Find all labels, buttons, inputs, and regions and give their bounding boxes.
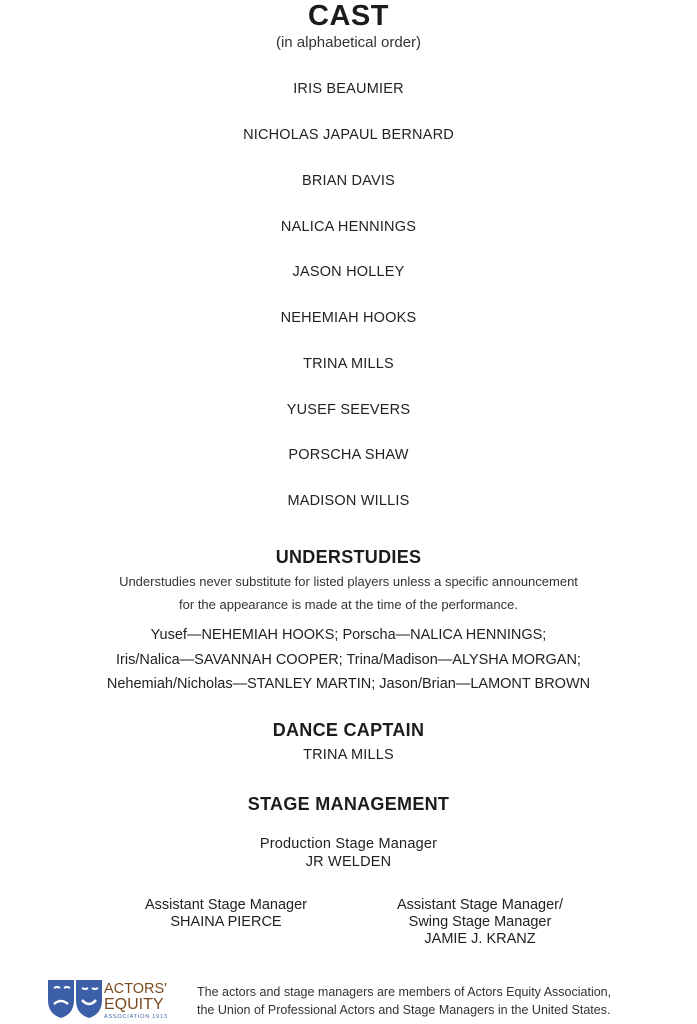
svg-text:ASSOCIATION 1913: ASSOCIATION 1913 (104, 1014, 168, 1020)
asm2-role-line2: Swing Stage Manager (408, 914, 552, 930)
mask-right-icon (76, 980, 102, 1018)
cast-member: PORSCHA SHAW (288, 447, 409, 463)
cast-member: NEHEMIAH HOOKS (280, 310, 417, 326)
footer-text-line2: the Union of Professional Actors and Stage Managers in the United States. (197, 1003, 611, 1017)
understudies-heading: UNDERSTUDIES (275, 547, 422, 567)
cast-subtitle: (in alphabetical order) (275, 34, 422, 51)
stage-management-heading: STAGE MANAGEMENT (247, 794, 450, 814)
dance-captain-name: TRINA MILLS (303, 747, 394, 763)
cast-member: YUSEF SEEVERS (286, 402, 411, 418)
understudy-line: Nehemiah/Nicholas—STANLEY MARTIN; Jason/Brian—LAMONT BROWN (106, 676, 591, 692)
footer-text (197, 983, 611, 1019)
cast-member: NALICA HENNINGS (280, 219, 417, 235)
understudy-line: Yusef—NEHEMIAH HOOKS; Porscha—NALICA HENNINGS; (150, 627, 547, 643)
cast-member: BRIAN DAVIS (302, 173, 395, 189)
dance-captain-heading: DANCE CAPTAIN (272, 720, 425, 740)
asm2-role-line1: Assistant Stage Manager/ (396, 897, 564, 913)
footer-text-line1: The actors and stage managers are members of Actors Equity Association, (197, 985, 612, 999)
psm-role: Production Stage Manager (259, 836, 438, 852)
asm1-role: Assistant Stage Manager (144, 897, 307, 913)
cast-member: TRINA MILLS (303, 356, 394, 372)
cast-heading: CAST (308, 0, 389, 32)
mask-left-icon (48, 980, 74, 1018)
asm1-block (116, 897, 336, 931)
asm1-name: SHAINA PIERCE (170, 914, 282, 930)
asm2-block (370, 897, 590, 948)
cast-member: JASON HOLLEY (292, 264, 405, 280)
cast-member: IRIS BEAUMIER (293, 81, 404, 97)
asm2-name: JAMIE J. KRANZ (424, 931, 536, 947)
svg-text:EQUITY: EQUITY (104, 996, 164, 1013)
understudy-line: Iris/Nalica—SAVANNAH COOPER; Trina/Madison—ALYSHA MORGAN; (116, 652, 581, 668)
svg-text:ACTORS': ACTORS' (104, 981, 167, 997)
cast-member: NICHOLAS JAPAUL BERNARD (243, 127, 454, 143)
understudies-note: Understudies never substitute for listed players unless a specific announcement (119, 574, 578, 589)
psm-name: JR WELDEN (305, 854, 392, 870)
cast-member: MADISON WILLIS (287, 493, 410, 509)
understudies-note: for the appearance is made at the time of the performance. (179, 597, 518, 612)
actors-equity-logo (46, 978, 184, 1020)
